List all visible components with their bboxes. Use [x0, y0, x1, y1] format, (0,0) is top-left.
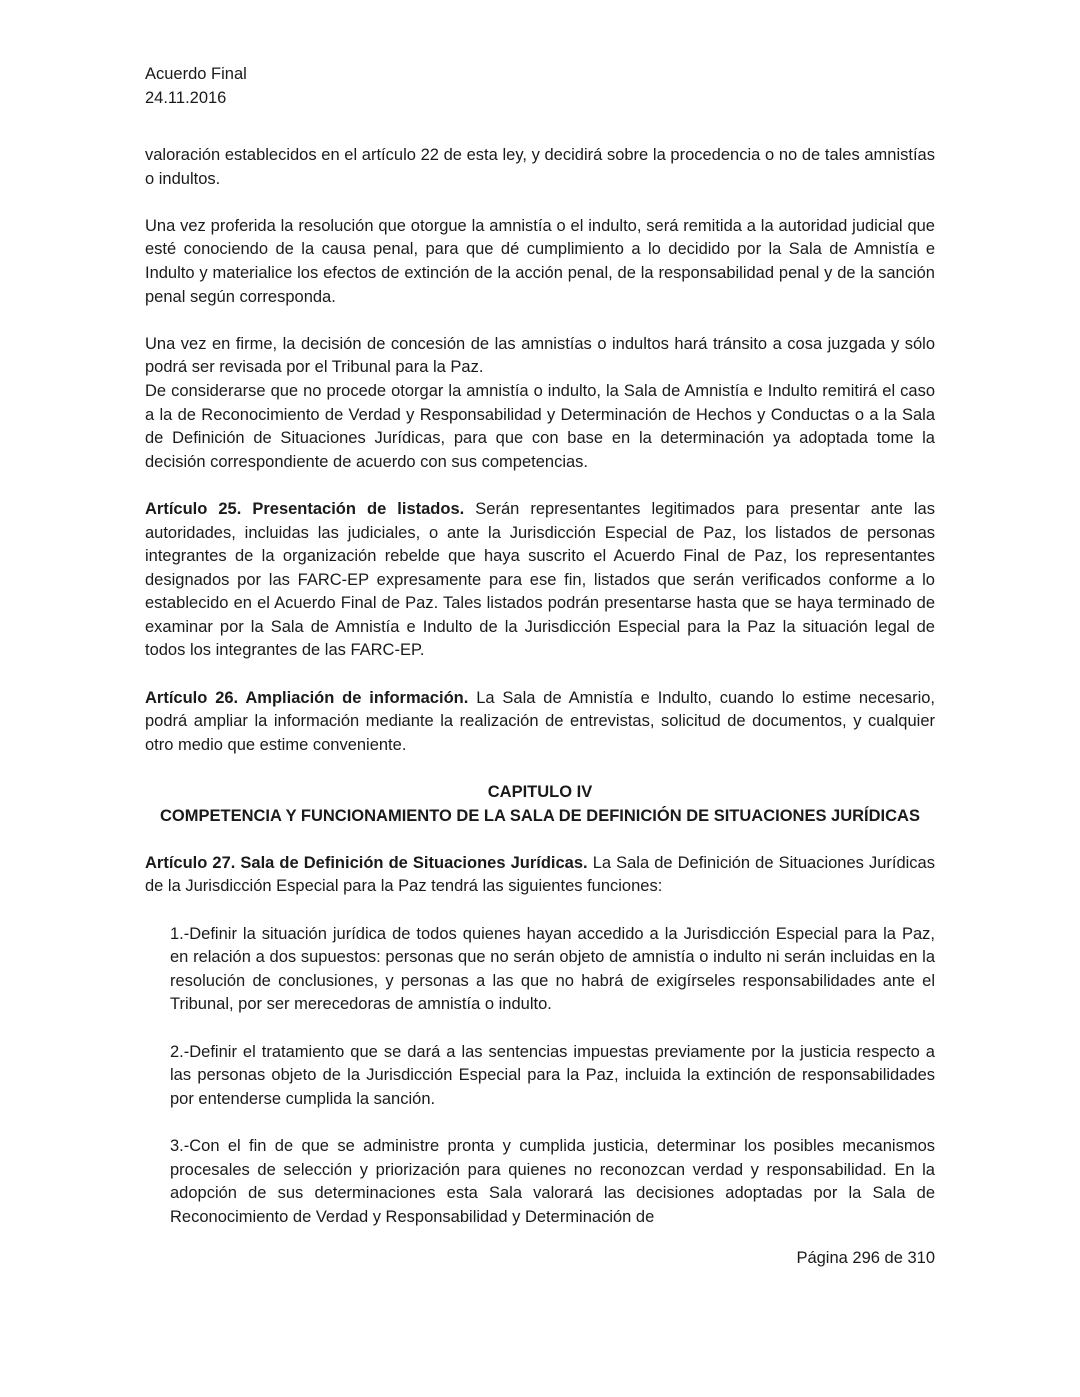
page-number: Página 296 de 310 — [796, 1249, 935, 1267]
article-26 — [145, 687, 935, 758]
paragraph-no-procede: De considerarse que no procede otorgar la amnistía o indulto, la Sala de Amnistía e Indulto remitirá el caso a la de Reconocimiento de Verdad y Responsabilidad y Determinación de Hechos y Conductas o a la Sala de Definición de Situaciones Jurídicas, para que con base en la determinación ya adoptada tome la decisión correspondiente de acuerdo con sus competencias. — [145, 381, 935, 471]
paragraph-valoracion: valoración establecidos en el artículo 22 de esta ley, y decidirá sobre la procedencia o no de tales amnistías o indultos. — [145, 146, 935, 188]
article-26-text: La Sala de Amnistía e Indulto, cuando lo estime necesario, podrá ampliar la información mediante la realización de entrevistas, solicitud de documentos, y cualquier otro medio que estime conveniente. — [145, 688, 935, 754]
paragraph-firme: Una vez en firme, la decisión de concesión de las amnistías o indultos hará tránsito a cosa juzgada y sólo podrá ser revisada por el Tribunal para la Paz. — [145, 334, 935, 377]
article-27-heading: Artículo 27. Sala de Definición de Situaciones Jurídicas. — [145, 853, 588, 872]
article-26-heading: Artículo 26. Ampliación de información. — [145, 688, 469, 707]
document-page — [145, 62, 935, 1229]
header-date: 24.11.2016 — [145, 89, 227, 107]
article-25-heading: Artículo 25. Presentación de listados. — [145, 499, 465, 518]
header-spacer — [145, 110, 935, 144]
list-item-2: 2.-Definir el tratamiento que se dará a las sentencias impuestas previamente por la justicia respecto a las personas objeto de la Jurisdicción Especial para la Paz, incluida la extinción de responsabilidades por entenderse cumplida la sanción. — [170, 1042, 935, 1108]
chapter-title: COMPETENCIA Y FUNCIONAMIENTO DE LA SALA DE DEFINICIÓN DE SITUACIONES JURÍDICAS — [160, 806, 920, 825]
article-27 — [145, 852, 935, 899]
article-25 — [145, 498, 935, 663]
article-27-text: La Sala de Definición de Situaciones Jurídicas de la Jurisdicción Especial para la Paz tendrá las siguientes funciones: — [145, 853, 935, 896]
list-item-3: 3.-Con el fin de que se administre pronta y cumplida justicia, determinar los posibles mecanismos procesales de selección y priorización para quienes no reconozcan verdad y responsabilidad. En la adopción de sus determinaciones esta Sala valorará las decisiones adoptadas por la Sala de Reconocimiento de Verdad y Responsabilidad y Determinación de — [170, 1136, 935, 1226]
chapter-number: CAPITULO IV — [487, 783, 593, 802]
list-item-1: 1.-Definir la situación jurídica de todos quienes hayan accedido a la Jurisdicción Especial para la Paz, en relación a dos supuestos: personas que no serán objeto de amnistía o indulto ni serán incluidas en la resolución de conclusiones, y personas a las que no habrá de exigírseles responsabilidades ante el Tribunal, por ser merecedoras de amnistía o indulto. — [170, 924, 935, 1014]
header-title: Acuerdo Final — [145, 65, 247, 83]
paragraph-resolucion: Una vez proferida la resolución que otorgue la amnistía o el indulto, será remitida a la autoridad judicial que esté conociendo de la causa penal, para que dé cumplimiento a lo decidido por la Sala de Amnistía e Indulto y materialice los efectos de extinción de la acción penal, de la responsabilidad penal y de la sanción penal según corresponda. — [145, 216, 935, 306]
article-25-text: Serán representantes legitimados para presentar ante las autoridades, incluidas las judiciales, o ante la Jurisdicción Especial de Paz, los listados de personas integrantes de la organización rebelde que haya suscrito el Acuerdo Final de Paz, los representantes designados por las FARC-EP expresamente para ese fin, listados que serán verificados conforme a lo establecido en el Acuerdo Final de Paz. Tales listados podrán presentarse hasta que se haya terminado de examinar por la Sala de Amnistía e Indulto de la Jurisdicción Especial para la Paz la situación legal de todos los integrantes de las FARC-EP. — [145, 499, 935, 660]
